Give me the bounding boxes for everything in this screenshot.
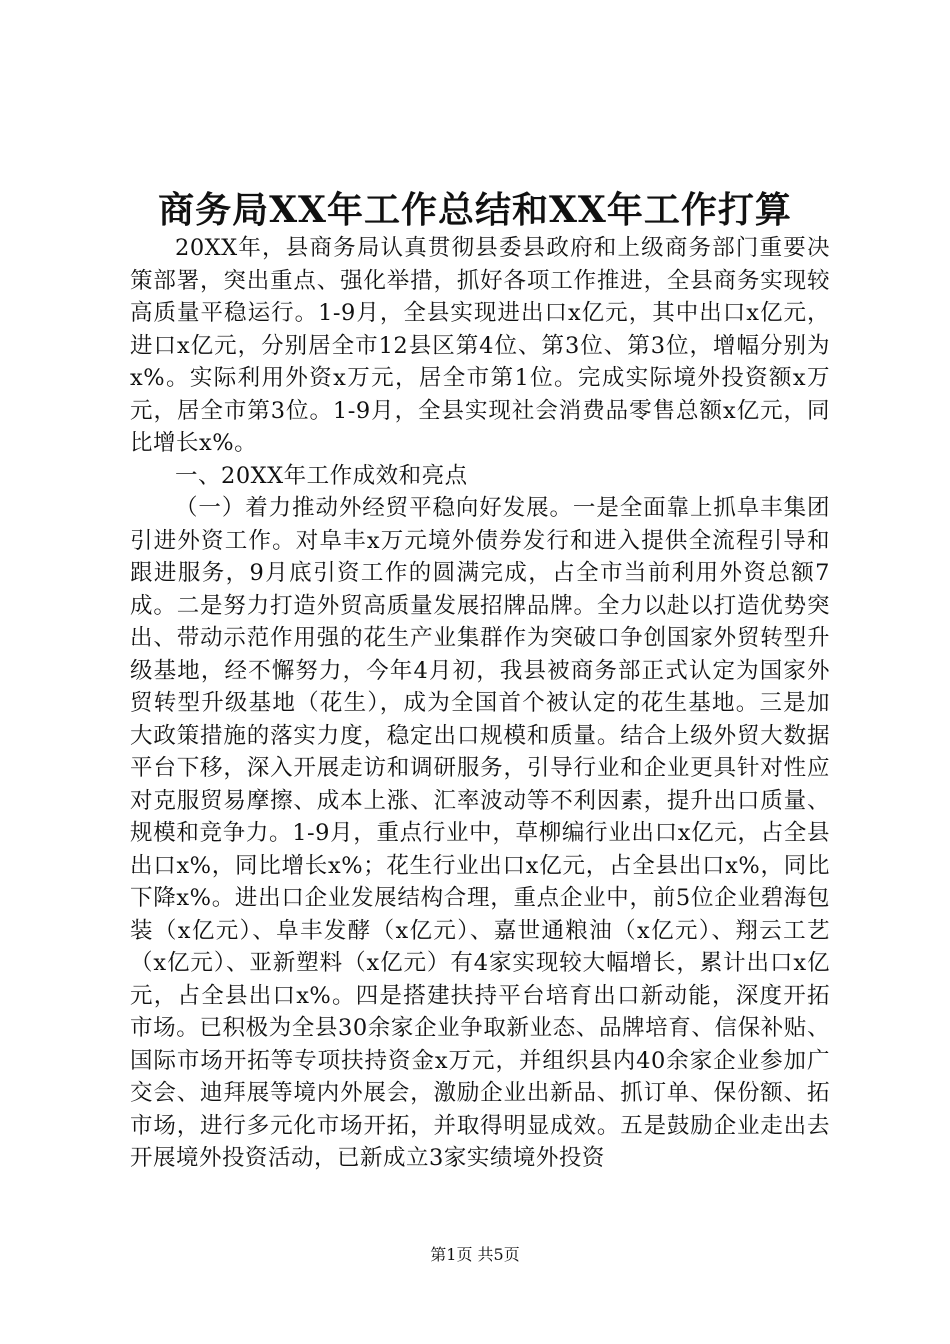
- paragraph-section-1: （一）着力推动外经贸平稳向好发展。一是全面靠上抓阜丰集团引进外资工作。对阜丰x万元境外债券发行和进入提供全流程引导和跟进服务，9月底引资工作的圆满完成，占全市当前利用外资总额7成。二是努力打造外贸高质量发展招牌品牌。全力以赴以打造优势突出、带动示范作用强的花生产业集群作为突破口争创国家外贸转型升级基地，经不懈努力，今年4月初，我县被商务部正式认定为国家外贸转型升级基地（花生），成为全国首个被认定的花生基地。三是加大政策措施的落实力度，稳定出口规模和质量。结合上级外贸大数据平台下移，深入开展走访和调研服务，引导行业和企业更具针对性应对克服贸易摩擦、成本上涨、汇率波动等不利因素，提升出口质量、规模和竞争力。1-9月，重点行业中，草柳编行业出口x亿元，占全县出口x%，同比增长x%；花生行业出口x亿元，占全县出口x%，同比下降x%。进出口企业发展结构合理，重点企业中，前5位企业碧海包装（x亿元）、阜丰发酵（x亿元）、嘉世通粮油（x亿元）、翔云工艺（x亿元）、亚新塑料（x亿元）有4家实现较大幅增长，累计出口x亿元，占全县出口x%。四是搭建扶持平台培育出口新动能，深度开拓市场。已积极为全县30余家企业争取新业态、品牌培育、信保补贴、国际市场开拓等专项扶持资金x万元，并组织县内40余家企业参加广交会、迪拜展等境内外展会，激励企业出新品、抓订单、保份额、拓市场，进行多元化市场开拓，并取得明显成效。五是鼓励企业走出去开展境外投资活动，已新成立3家实绩境外投资: [130, 495, 830, 1171]
- paragraph-intro: 20XX年，县商务局认真贯彻县委县政府和上级商务部门重要决策部署，突出重点、强化举措，抓好各项工作推进，全县商务实现较高质量平稳运行。1-9月，全县实现进出口x亿元，其中出口x亿元，进口x亿元，分别居全市12县区第4位、第3位、第3位，增幅分别为x%。实际利用外资x万元，居全市第1位。完成实际境外投资额x万元，居全市第3位。1-9月，全县实现社会消费品零售总额x亿元，同比增长x%。: [130, 235, 830, 456]
- document-title: 商务局XX年工作总结和XX年工作打算: [158, 189, 792, 231]
- page-footer: 第1页 共5页: [430, 1245, 520, 1264]
- section-heading: 一、20XX年工作成效和亮点: [175, 462, 468, 489]
- document-body: [130, 232, 830, 1175]
